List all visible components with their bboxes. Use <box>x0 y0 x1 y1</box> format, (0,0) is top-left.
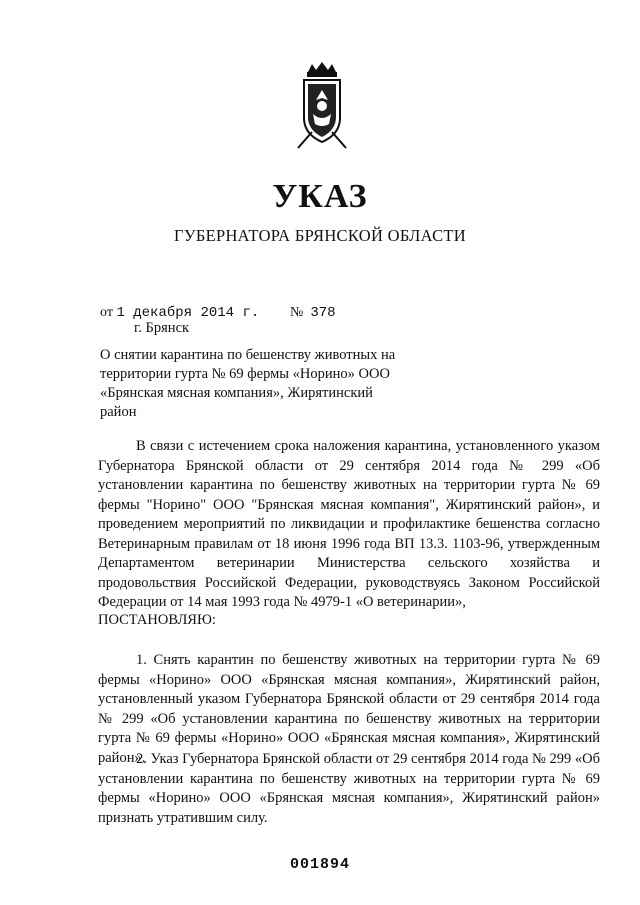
document-subtitle: ГУБЕРНАТОРА БРЯНСКОЙ ОБЛАСТИ <box>174 226 466 245</box>
serial-number: 001894 <box>289 856 350 873</box>
date-line <box>100 305 259 321</box>
number-label: № <box>290 305 304 320</box>
document-number: 378 <box>310 305 336 321</box>
number-line <box>290 305 336 321</box>
coat-of-arms-icon <box>294 62 350 152</box>
document-subject: О снятии карантина по бешенству животных на территории гурта № 69 фермы «Норино» ООО «Брянская мясная компания», Жирятинский район <box>100 347 396 420</box>
date-prefix: от <box>100 305 113 320</box>
document-date: 1 декабря 2014 г. <box>116 305 260 321</box>
preamble-paragraph: В связи с истечением срока наложения карантина, установленного указом Губернатора Брянской области от 29 сентября 2014 года № 299 «Об установлении карантина по бешенству животных на территории гурта № 69 фермы "Норино" ООО "Брянская мясная компания", Жирятинский район», и проведением мероприятий по ликвидации и профилактике бешенства согласно Ветеринарным правилам от 18 июня 1996 года ВП 13.3. 1103-96, утвержденным Департаментом ветеринарии Министерства сельского хозяйства и продовольствия Российской Федерации, руководствуясь Законом Российской Федерации от 14 мая 1993 года № 4979-1 «О ветеринарии», <box>98 438 600 610</box>
city: г. Брянск <box>134 320 190 336</box>
item-2-paragraph: 2. Указ Губернатора Брянской области от 29 сентября 2014 года № 299 «Об установлении карантина по бешенству животных на территории гурта № 69 фермы «Норино» ООО «Брянская мясная компания», Жирятинский район» признать утратившим силу. <box>98 751 600 826</box>
decree-word: ПОСТАНОВЛЯЮ: <box>98 612 216 628</box>
item-1-paragraph: 1. Снять карантин по бешенству животных на территории гурта № 69 фермы «Норино» ООО «Брянская мясная компания», Жирятинский район, установленный указом Губернатора Брянской области от 29 сентября 2014 года № 299 «Об установлении карантина по бешенству животных на территории гурта № 69 фермы «Норино» ООО «Брянская мясная компания», Жирятинский район». <box>98 652 600 766</box>
document-title: УКАЗ <box>272 178 368 215</box>
